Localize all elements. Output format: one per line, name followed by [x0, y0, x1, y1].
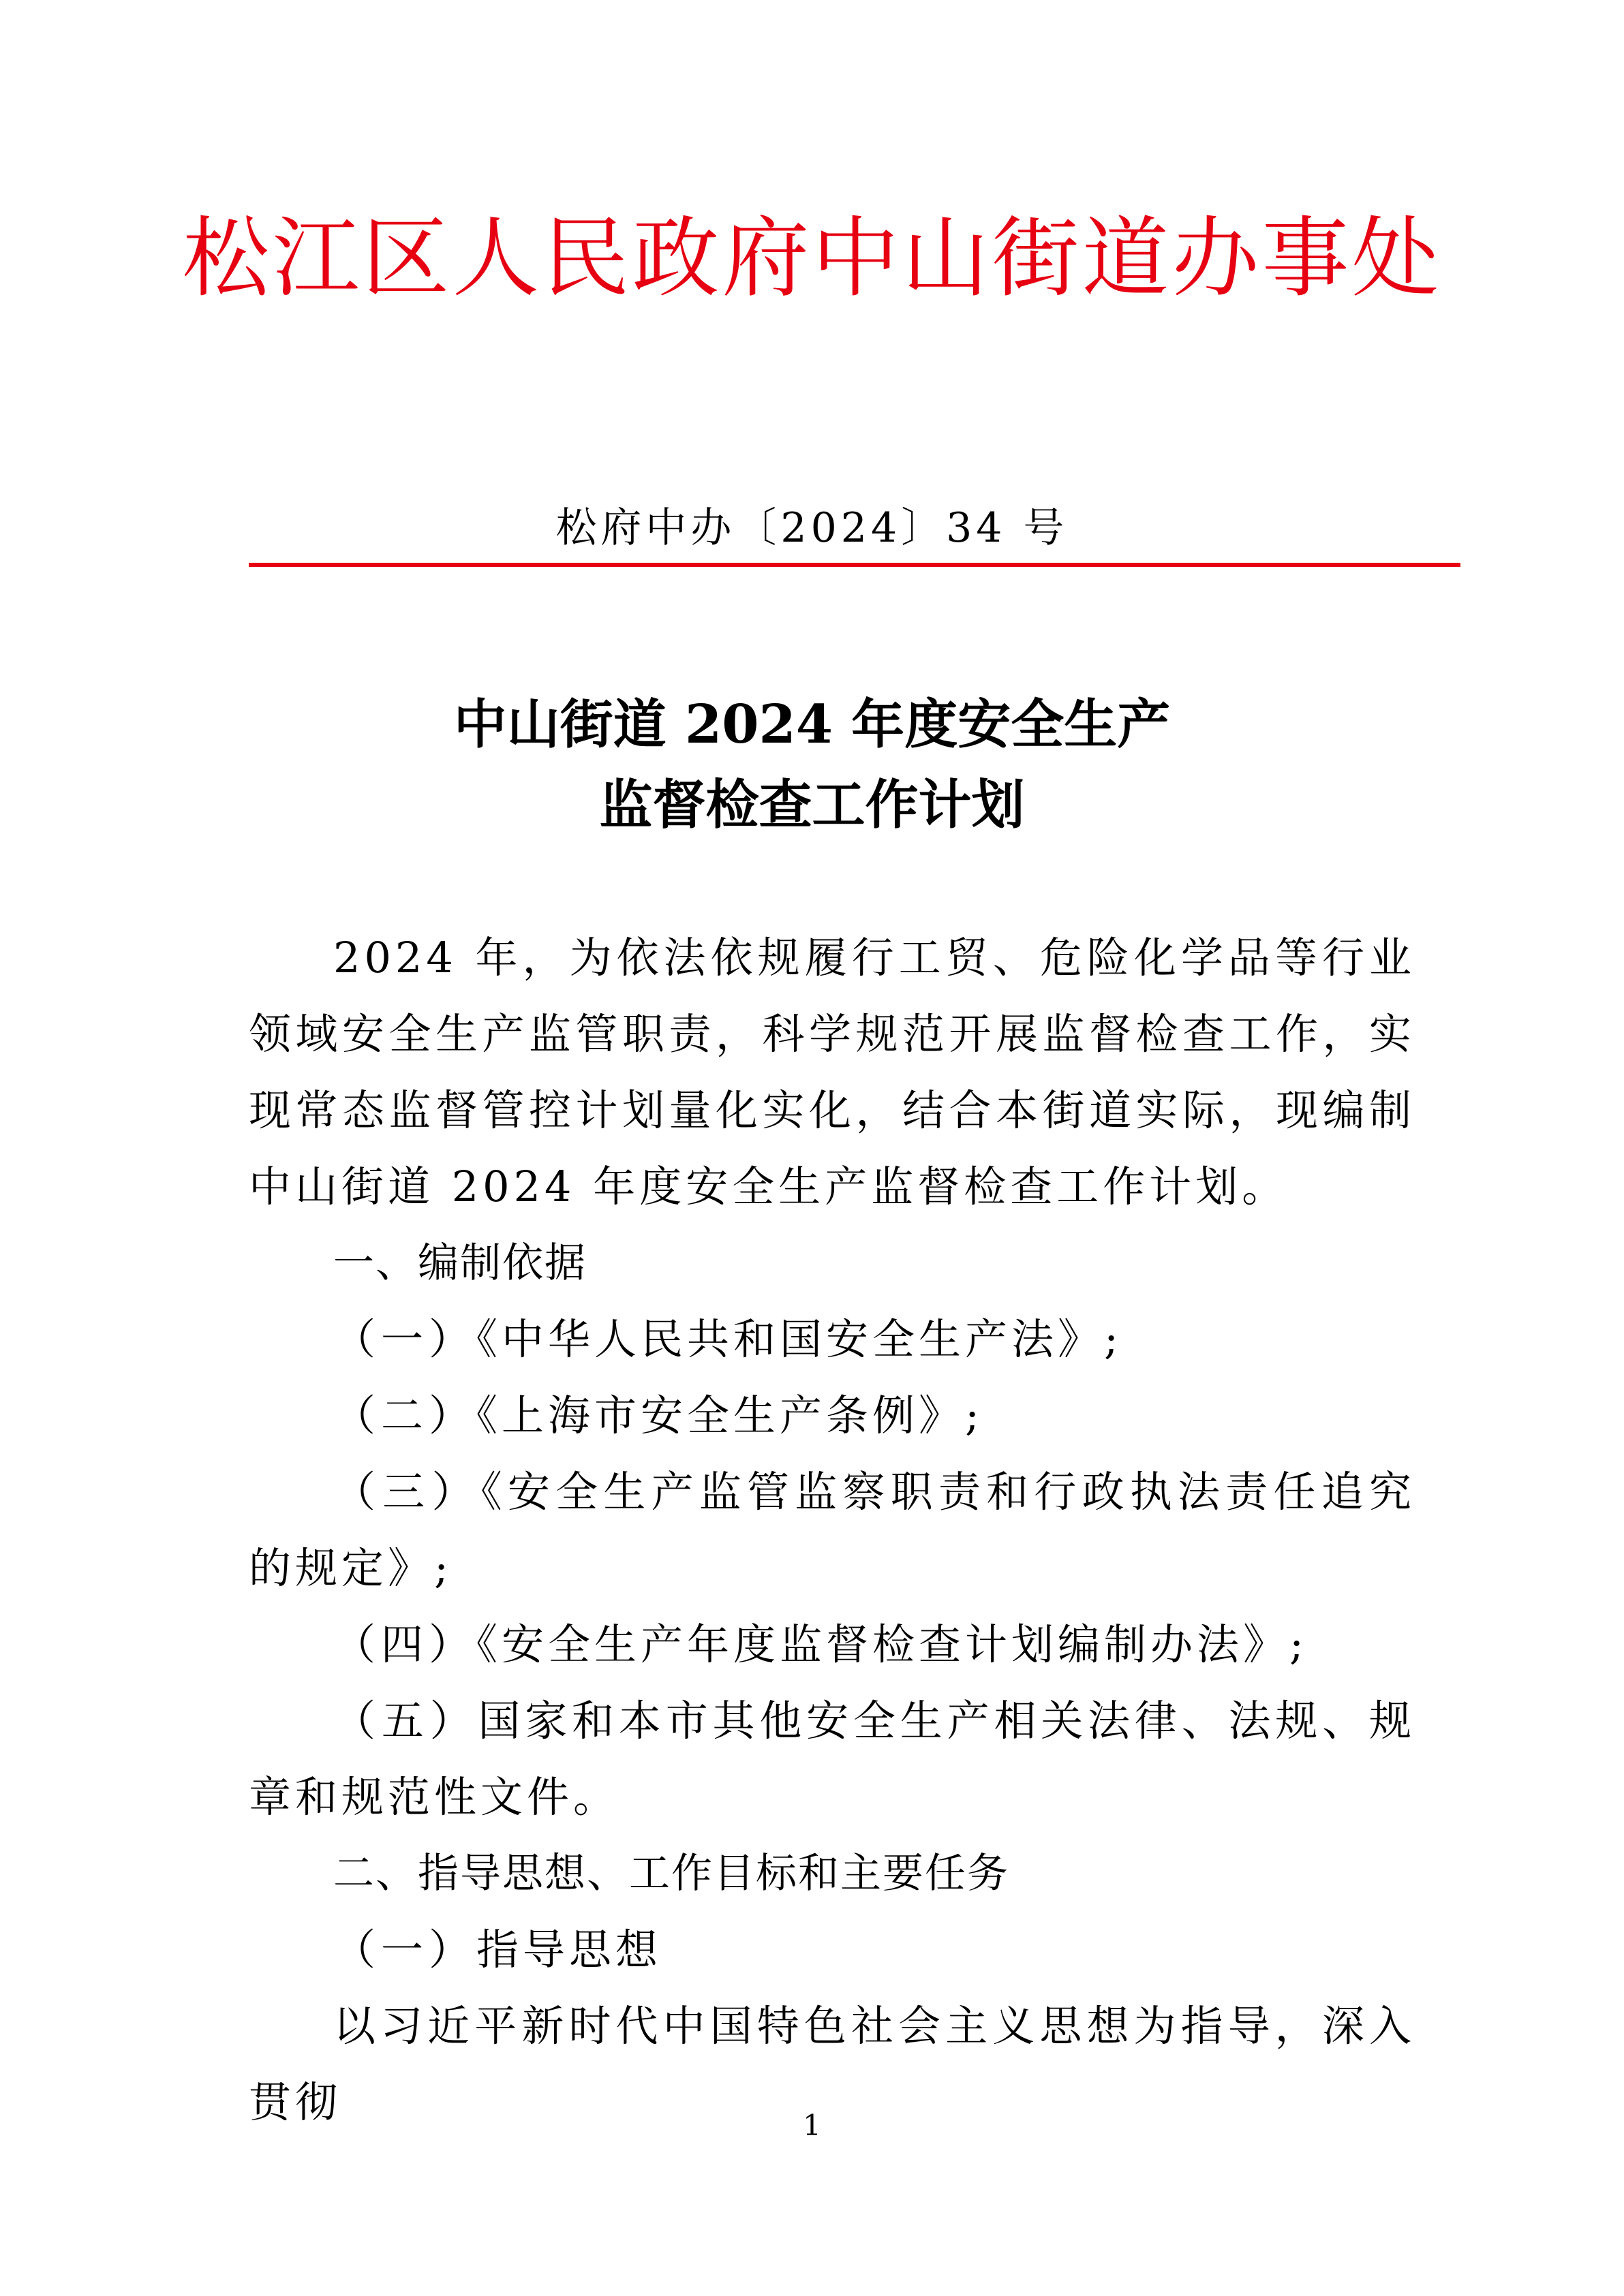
item-number: （四）: [333, 1619, 477, 1669]
item-number: （五）: [333, 1696, 478, 1746]
basis-item-5: [249, 1683, 1415, 1835]
title-line-2: 监督检查工作计划: [599, 774, 1025, 836]
basis-item-3: [249, 1454, 1415, 1607]
section-2-heading: 二、指导思想、工作目标和主要任务: [333, 1850, 1009, 1897]
intro-paragraph: 2024 年，为依法依规履行工贸、危险化学品等行业领域安全生产监管职责，科学规范开展监督检查工作，实现常态监督管控计划量化实化，结合本街道实际，现编制中山街道 2024 年度安全生产监督检查工作计划。: [249, 933, 1415, 1211]
item-number: （一）: [333, 1925, 477, 1974]
title-line-1: 中山街道 2024 年度安全生产: [453, 694, 1171, 756]
document-title: [0, 685, 1624, 846]
item-text: 《上海市安全生产条例》;: [476, 1391, 983, 1440]
document-number: 松府中办〔2024〕34 号: [555, 504, 1069, 552]
page-number: 1: [803, 2109, 821, 2142]
guiding-ideology-paragraph: 以习近平新时代中国特色社会主义思想为指导，深入贯彻: [249, 2001, 1415, 2127]
subsection-guiding-ideology: [249, 1912, 1415, 1988]
item-text: 国家和本市其他安全生产相关法律、法规、规章和规范性文件。: [249, 1696, 1415, 1822]
document-body: [249, 920, 1415, 2141]
item-text: 《中华人民共和国安全生产法》;: [476, 1314, 1122, 1364]
basis-item-1: [249, 1301, 1415, 1378]
item-text: 《安全生产年度监督检查计划编制办法》;: [476, 1619, 1308, 1669]
item-number: （一）: [333, 1314, 477, 1364]
red-separator-rule: [249, 563, 1460, 567]
basis-item-4: [249, 1607, 1415, 1683]
agency-header: 松江区人民政府中山街道办事处: [182, 208, 1442, 309]
item-number: （二）: [333, 1391, 477, 1440]
item-text: 指导思想: [476, 1925, 662, 1974]
section-1-heading: 一、编制依据: [333, 1239, 587, 1287]
basis-item-2: [249, 1378, 1415, 1454]
item-text: 《安全生产监管监察职责和行政执法责任追究的规定》;: [249, 1467, 1415, 1593]
item-number: （三）: [333, 1467, 481, 1517]
